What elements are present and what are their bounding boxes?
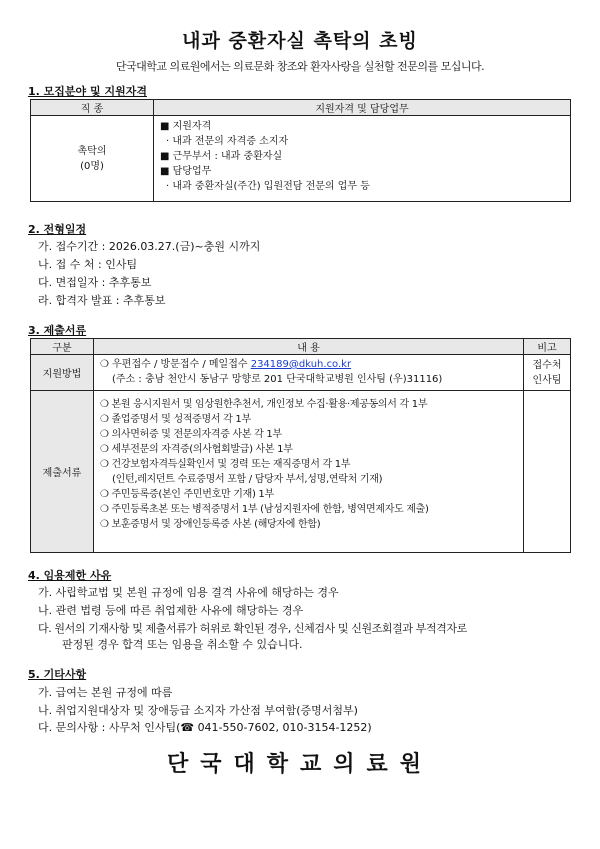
- apply-note-cell: [524, 355, 571, 391]
- qual-line: · 내과 전문의 자격증 소지자: [166, 136, 289, 147]
- qual-line: ■ 지원자격: [160, 121, 212, 132]
- document-item-note: (인턴,레지던트 수료증명서 포함 / 담당자 부서,성명,연락처 기재): [112, 474, 383, 485]
- schedule-item: 라. 합격자 발표 : 추후통보: [38, 294, 166, 307]
- qual-line: · 내과 중환자실(주간) 입원전담 전문의 업무 등: [166, 181, 370, 192]
- documents-cell: [94, 391, 524, 553]
- page-title: 내과 중환자실 촉탁의 초빙: [182, 30, 418, 52]
- job-count: (0명): [80, 160, 104, 172]
- schedule-item: 가. 접수기간 : 2026.03.27.(금)~충원 시까지: [38, 240, 261, 253]
- restriction-item: 나. 관련 법령 등에 따른 취업제한 사유에 해당하는 경우: [38, 604, 304, 617]
- restriction-item-cont: 판정된 경우 합격 또는 임용을 취소할 수 있습니다.: [62, 638, 303, 651]
- document-item: ❍ 졸업증명서 및 성적증명서 각 1부: [100, 414, 251, 425]
- apply-method-label: 지원방법: [31, 355, 94, 391]
- documents-label: 제출서류: [31, 391, 94, 553]
- header-content: 내 용: [94, 339, 524, 355]
- document-item: ❍ 세부전문의 자격증(의사협회발급) 사본 1부: [100, 444, 293, 455]
- job-name: 촉탁의: [77, 145, 107, 157]
- qual-line: ■ 근무부서 : 내과 중환자실: [160, 151, 283, 162]
- header-category: 구분: [31, 339, 94, 355]
- section5-heading: 5. 기타사항: [28, 668, 87, 681]
- document-item: ❍ 건강보험자격득실확인서 및 경력 또는 재직증명서 각 1부: [100, 459, 351, 470]
- qualification-cell: [154, 116, 571, 202]
- job-cell: [31, 116, 154, 202]
- document-item: ❍ 본원 응시지원서 및 임상원한추천서, 개인정보 수집·활용·제공동의서 각 1부: [100, 399, 428, 410]
- section3-heading: 3. 제출서류: [28, 324, 87, 337]
- documents-table: [30, 338, 571, 553]
- header-qualification: 지원자격 및 담당업무: [154, 100, 571, 116]
- section2-heading: 2. 전형일정: [28, 223, 87, 236]
- apply-note-line: 접수처: [532, 359, 562, 371]
- section4-heading: 4. 임용제한 사유: [28, 569, 112, 582]
- documents-note-cell: [524, 391, 571, 553]
- restriction-item: 가. 사립학교법 및 본원 규정에 임용 결격 사유에 해당하는 경우: [38, 586, 339, 599]
- document-item: ❍ 의사면허증 및 전문의자격증 사본 각 1부: [100, 429, 282, 440]
- apply-method-cell: [94, 355, 524, 391]
- document-item: ❍ 보훈증명서 및 장애인등록증 사본 (해당자에 한함): [100, 519, 321, 530]
- document-item: ❍ 주민등록증(본인 주민번호만 기재) 1부: [100, 489, 274, 500]
- other-item: 가. 급여는 본원 규정에 따름: [38, 686, 173, 699]
- footer-org-name: 단국대학교의료원: [166, 752, 434, 777]
- apply-address: (주소 : 충남 천안시 동남구 망향로 201 단국대학교병원 인사팀 (우)31116): [112, 374, 443, 385]
- apply-method-text: ❍ 우편접수 / 방문접수 / 메일접수: [100, 359, 251, 370]
- apply-method-line: [100, 357, 517, 372]
- schedule-item: 다. 면접일자 : 추후통보: [38, 276, 152, 289]
- header-note: 비고: [524, 339, 571, 355]
- apply-note-line: 인사팀: [532, 374, 562, 386]
- intro-text: 단국대학교 의료원에서는 의료문화 창조와 환자사랑을 실천할 전문의를 모십니다.: [115, 60, 485, 73]
- restriction-item: 다. 원서의 기재사항 및 제출서류가 허위로 확인된 경우, 신체검사 및 신원조회결과 부적격자로: [38, 622, 467, 635]
- document-item: ❍ 주민등록초본 또는 병적증명서 1부 (남성지원자에 한함, 병역면제자도 제출): [100, 504, 429, 515]
- section1-heading: 1. 모집분야 및 지원자격: [28, 85, 147, 98]
- header-job: 직 종: [31, 100, 154, 116]
- other-item: 다. 문의사항 : 사무처 인사팀(☎ 041-550-7602, 010-3154-1252): [38, 721, 372, 734]
- email-link[interactable]: 234189@dkuh.co.kr: [250, 359, 352, 370]
- schedule-item: 나. 접 수 처 : 인사팀: [38, 258, 138, 271]
- other-item: 나. 취업지원대상자 및 장애등급 소지자 가산점 부여함(증명서첨부): [38, 704, 358, 717]
- qual-line: ■ 담당업무: [160, 166, 212, 177]
- qualification-table: [30, 99, 571, 202]
